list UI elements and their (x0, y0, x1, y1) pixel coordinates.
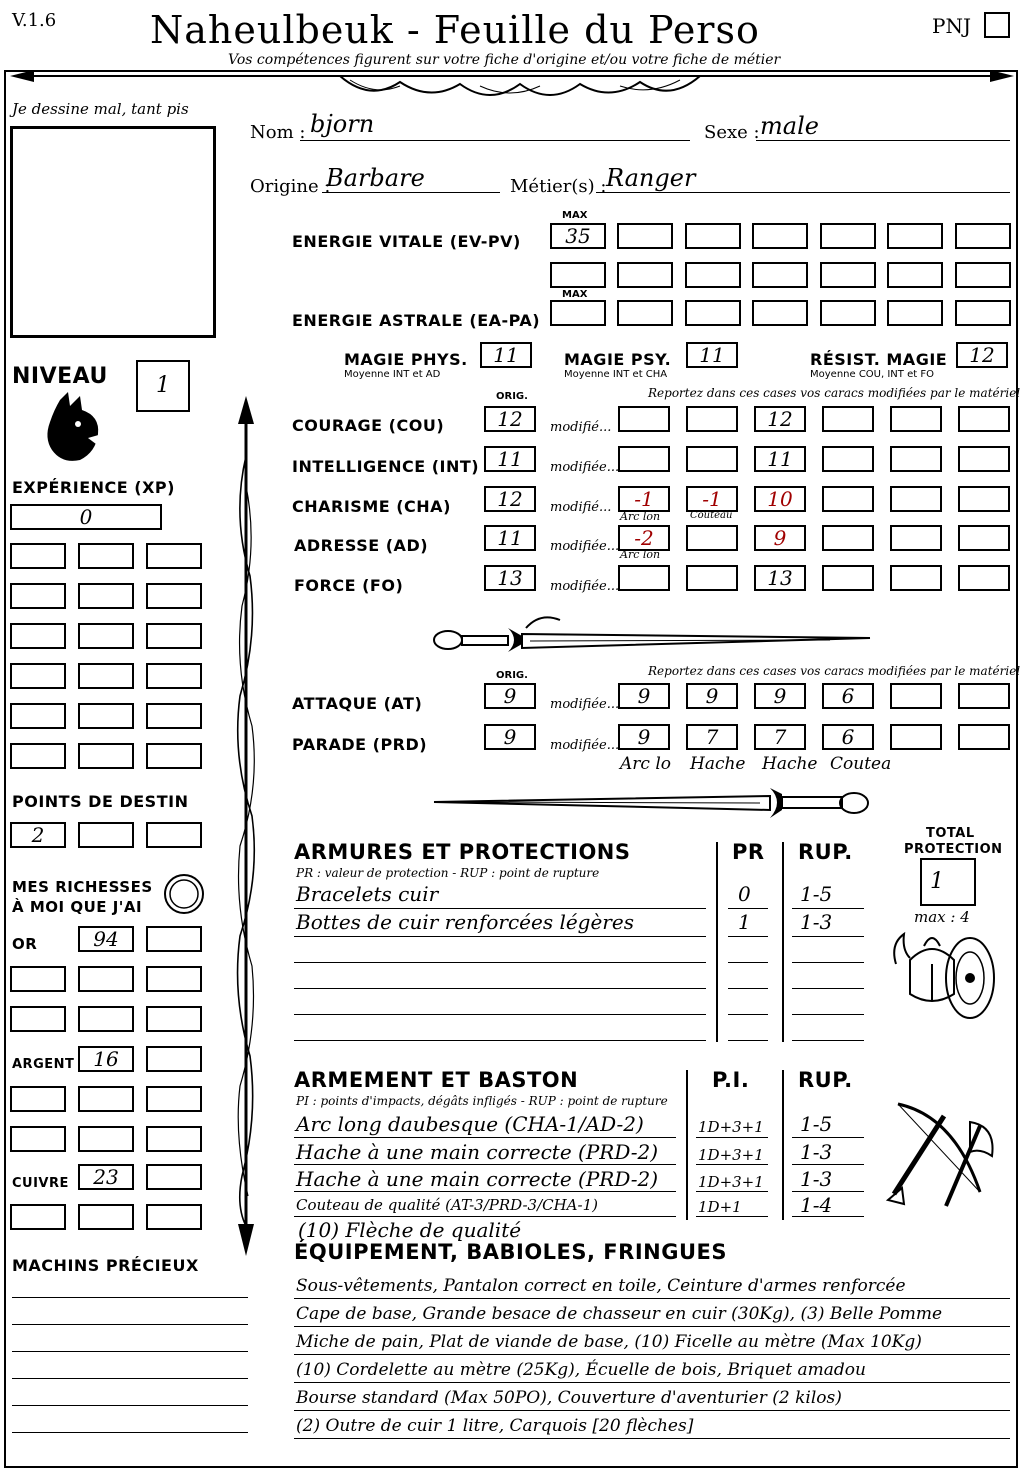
carac-mod-box[interactable] (890, 446, 942, 472)
armure-line (792, 962, 864, 963)
cuivre-label: CUIVRE (12, 1176, 69, 1191)
weapon-name[interactable]: Hache à une main correcte (PRD-2) (296, 1167, 659, 1191)
xp-cell[interactable] (10, 583, 66, 609)
ea-box[interactable] (752, 300, 808, 326)
carac-mod-box[interactable] (890, 486, 942, 512)
caracs-orig-label: ORIG. (496, 391, 528, 402)
combat-orig-box[interactable]: 9 (484, 683, 536, 709)
combat-mod-box[interactable] (890, 724, 942, 750)
xp-box[interactable]: 0 (10, 504, 162, 530)
ev-box[interactable] (955, 223, 1011, 249)
armure-line (294, 988, 706, 989)
combat-mod-box[interactable] (958, 724, 1010, 750)
armement-divider (782, 1070, 784, 1220)
carac-orig-box[interactable]: 11 (484, 446, 536, 472)
carac-orig-box[interactable]: 11 (484, 525, 536, 551)
ev-max-box[interactable]: 35 (550, 223, 606, 249)
carac-mod-box[interactable]: 13 (754, 565, 806, 591)
carac-mod-box[interactable] (822, 565, 874, 591)
armure-line (728, 936, 768, 937)
armure-rup[interactable]: 1-5 (800, 882, 833, 906)
carac-mod-box[interactable] (686, 446, 738, 472)
equipement-line[interactable]: Sous-vêtements, Pantalon correct en toile, Ceinture d'armes renforcée (296, 1276, 906, 1296)
combat-mod-box[interactable]: 6 (822, 724, 874, 750)
xp-cell[interactable] (146, 543, 202, 569)
combat-label: PARADE (PRD) (292, 735, 428, 754)
xp-cell[interactable] (146, 663, 202, 689)
sexe-label: Sexe : (704, 122, 760, 143)
origine-underline (322, 192, 500, 193)
or-cell[interactable] (78, 1006, 134, 1032)
ea-max-label: MAX (562, 289, 588, 300)
ea-box[interactable] (685, 300, 741, 326)
total-protection-box[interactable]: 1 (920, 858, 976, 906)
dragon-icon (40, 390, 108, 466)
cuivre-cell[interactable] (78, 1204, 134, 1230)
carac-mod-box[interactable]: -2 (618, 525, 670, 551)
carac-label: COURAGE (COU) (292, 416, 445, 435)
weapons-icon (884, 1096, 1000, 1214)
argent-cell[interactable] (10, 1086, 66, 1112)
richesses-label-1: MES RICHESSES (12, 878, 153, 896)
origine-value[interactable]: Barbare (326, 164, 425, 192)
equipement-line[interactable]: (2) Outre de cuir 1 litre, Carquois [20 flèches] (296, 1416, 694, 1436)
argent-cell[interactable] (78, 1126, 134, 1152)
equipement-title: ÉQUIPEMENT, BABIOLES, FRINGUES (294, 1240, 727, 1264)
armures-divider (716, 842, 718, 1042)
carac-label: INTELLIGENCE (INT) (292, 457, 480, 476)
argent-label: ARGENT (12, 1057, 75, 1072)
combat-orig-label: ORIG. (496, 670, 528, 681)
combat-mod-box[interactable]: 9 (754, 683, 806, 709)
argent-cell[interactable] (146, 1126, 202, 1152)
weapon-line (696, 1137, 768, 1138)
armement-note: PI : points d'impacts, dégâts infligés - RUP : point de rupture (296, 1094, 668, 1108)
carac-mod-note: Arc lon (620, 548, 661, 561)
xp-cell[interactable] (78, 623, 134, 649)
xp-cell[interactable] (78, 583, 134, 609)
weapon-name[interactable]: Arc long daubesque (CHA-1/AD-2) (296, 1112, 644, 1136)
carac-modifie-label: modifié... (550, 420, 612, 435)
weapon-line (696, 1191, 768, 1192)
destin-box[interactable] (146, 822, 202, 848)
xp-cell[interactable] (10, 663, 66, 689)
armure-line (792, 908, 864, 909)
ev-box[interactable] (820, 262, 876, 288)
armure-pr[interactable]: 1 (738, 910, 751, 934)
or-cell[interactable] (146, 966, 202, 992)
weapon-line (294, 1137, 676, 1138)
sword-icon (430, 610, 880, 656)
carac-mod-box[interactable] (618, 565, 670, 591)
equipement-rule (294, 1382, 1010, 1383)
carac-mod-box[interactable] (822, 406, 874, 432)
weapon-pi[interactable]: 1D+3+1 (698, 1118, 764, 1136)
weapon-line (792, 1137, 864, 1138)
combat-weapon-label: Arc lo (620, 754, 671, 774)
ev-box[interactable] (955, 262, 1011, 288)
armure-line (728, 1040, 768, 1041)
niveau-box[interactable]: 1 (136, 360, 190, 412)
resist-magie-note: Moyenne COU, INT et FO (810, 369, 934, 380)
carac-modifie-label: modifiée... (550, 460, 620, 475)
combat-weapon-label: Hache (690, 754, 746, 774)
armures-rup-label: RUP. (798, 840, 853, 864)
argent-cell[interactable] (78, 1086, 134, 1112)
carac-label: CHARISME (CHA) (292, 497, 451, 516)
armement-pi-label: P.I. (712, 1068, 750, 1092)
machins-line (12, 1351, 248, 1352)
weapon-line (294, 1191, 676, 1192)
weapon-rup[interactable]: 1-4 (800, 1193, 833, 1217)
xp-cell[interactable] (146, 743, 202, 769)
combat-report-note: Reportez dans ces cases vos caracs modifiées par le matériel (648, 664, 1021, 678)
xp-cell[interactable] (10, 543, 66, 569)
xp-cell[interactable] (10, 703, 66, 729)
weapon-pi[interactable]: 1D+3+1 (698, 1146, 764, 1164)
combat-mod-box[interactable]: 9 (618, 683, 670, 709)
magie-phys-box[interactable]: 11 (480, 342, 532, 368)
machins-label: MACHINS PRÉCIEUX (12, 1256, 199, 1275)
argent-cell[interactable] (146, 1086, 202, 1112)
metier-label: Métier(s) : (510, 176, 607, 197)
destin-box[interactable] (78, 822, 134, 848)
carac-label: ADRESSE (AD) (294, 536, 429, 555)
niveau-label: NIVEAU (12, 364, 108, 389)
sheet-title: Naheulbeuk - Feuille du Perso (150, 8, 760, 52)
armure-line (792, 936, 864, 937)
armure-line (294, 1014, 706, 1015)
weapon-rup[interactable]: 1-3 (800, 1167, 833, 1191)
combat-mod-box[interactable] (958, 683, 1010, 709)
weapon-name[interactable]: Couteau de qualité (AT-3/PRD-3/CHA-1) (296, 1196, 598, 1214)
armement-divider (686, 1070, 688, 1220)
cuivre-cell[interactable] (146, 1204, 202, 1230)
armures-pr-label: PR (732, 840, 765, 864)
xp-cell[interactable] (146, 623, 202, 649)
weapon-pi[interactable]: 1D+3+1 (698, 1173, 764, 1191)
armure-line (294, 908, 706, 909)
total-protection-max: max : 4 (914, 908, 970, 926)
carac-mod-box[interactable] (958, 565, 1010, 591)
carac-mod-box[interactable] (686, 525, 738, 551)
equipement-line[interactable]: Cape de base, Grande besace de chasseur en cuir (30Kg), (3) Belle Pomme (296, 1304, 943, 1324)
ea-box[interactable] (617, 300, 673, 326)
equipement-rule (294, 1438, 1010, 1439)
weapon-name[interactable]: Hache à une main correcte (PRD-2) (296, 1140, 659, 1164)
weapon-line (792, 1216, 864, 1217)
carac-mod-box[interactable] (958, 406, 1010, 432)
caracs-report-note: Reportez dans ces cases vos caracs modifiées par le matériel (648, 386, 1021, 400)
equipement-line[interactable]: Bourse standard (Max 50PO), Couverture d'aventurier (2 kilos) (296, 1388, 842, 1408)
or-cell[interactable] (146, 1006, 202, 1032)
or-box[interactable]: 94 (78, 926, 134, 952)
carac-label: FORCE (FO) (294, 576, 404, 595)
armement-title: ARMEMENT ET BASTON (294, 1068, 579, 1092)
ev-box[interactable] (685, 262, 741, 288)
carac-orig-box[interactable]: 12 (484, 486, 536, 512)
magie-psy-note: Moyenne INT et CHA (564, 369, 668, 380)
or-cell[interactable] (10, 1006, 66, 1032)
machins-line (12, 1297, 248, 1298)
armure-rup[interactable]: 1-3 (800, 910, 833, 934)
carac-mod-box[interactable] (890, 406, 942, 432)
weapon-line (792, 1191, 864, 1192)
carac-mod-box[interactable]: -1 (618, 486, 670, 512)
combat-modifie-label: modifiée... (550, 738, 620, 753)
magie-phys-note: Moyenne INT et AD (344, 369, 441, 380)
weapon-rup[interactable]: 1-5 (800, 1112, 833, 1136)
sexe-underline (756, 140, 1010, 141)
armure-line (294, 936, 706, 937)
ev-box[interactable] (617, 262, 673, 288)
ev-box[interactable] (752, 262, 808, 288)
sheet-subtitle: Vos compétences figurent sur votre fiche d'origine et/ou votre fiche de métier (228, 52, 781, 68)
ea-box[interactable] (887, 300, 943, 326)
weapon-extra[interactable]: (10) Flèche de qualité (298, 1218, 522, 1242)
carac-mod-box[interactable] (822, 486, 874, 512)
argent-cell[interactable] (146, 1046, 202, 1072)
version-label: V.1.6 (12, 10, 57, 31)
ev-max-label: MAX (562, 210, 588, 221)
argent-box[interactable]: 16 (78, 1046, 134, 1072)
equipement-rule (294, 1326, 1010, 1327)
armure-line (728, 1014, 768, 1015)
total-protection-label-1: TOTAL (926, 826, 975, 841)
armure-name[interactable]: Bottes de cuir renforcées légères (296, 910, 634, 934)
equipement-rule (294, 1354, 1010, 1355)
carac-mod-box[interactable]: 12 (754, 406, 806, 432)
armure-line (294, 962, 706, 963)
or-cell[interactable] (10, 966, 66, 992)
equipement-line[interactable]: Miche de pain, Plat de viande de base, (10) Ficelle au mètre (Max 10Kg) (296, 1332, 922, 1352)
machins-line (12, 1378, 248, 1379)
carac-mod-box[interactable] (958, 525, 1010, 551)
pnj-checkbox[interactable] (984, 12, 1010, 38)
origine-label: Origine : (250, 176, 331, 197)
destin-box[interactable]: 2 (10, 822, 66, 848)
armure-name[interactable]: Bracelets cuir (296, 882, 439, 906)
machins-line (12, 1405, 248, 1406)
weapon-line (792, 1164, 864, 1165)
xp-cell[interactable] (78, 663, 134, 689)
carac-mod-box[interactable] (890, 525, 942, 551)
armure-line (728, 908, 768, 909)
armures-note: PR : valeur de protection - RUP : point de rupture (296, 866, 600, 880)
carac-mod-box[interactable] (618, 406, 670, 432)
ea-box[interactable] (955, 300, 1011, 326)
combat-mod-box[interactable]: 7 (754, 724, 806, 750)
ev-box[interactable] (685, 223, 741, 249)
machins-line (12, 1324, 248, 1325)
xp-cell[interactable] (10, 743, 66, 769)
equipement-rule (294, 1298, 1010, 1299)
weapon-pi[interactable]: 1D+1 (698, 1198, 742, 1216)
argent-cell[interactable] (10, 1126, 66, 1152)
xp-cell[interactable] (78, 703, 134, 729)
sword-icon (430, 782, 872, 824)
xp-label: EXPÉRIENCE (XP) (12, 478, 175, 497)
carac-orig-box[interactable]: 13 (484, 565, 536, 591)
machins-line (12, 1432, 248, 1433)
carac-mod-box[interactable] (618, 446, 670, 472)
nom-underline (300, 140, 690, 141)
destin-label: POINTS DE DESTIN (12, 792, 189, 811)
vertical-spear-icon (228, 396, 264, 1256)
combat-mod-box[interactable]: 7 (686, 724, 738, 750)
combat-weapon-label: Coutea (830, 754, 892, 774)
combat-mod-box[interactable]: 9 (686, 683, 738, 709)
ev-box[interactable] (887, 262, 943, 288)
combat-mod-box[interactable] (890, 683, 942, 709)
portrait-box[interactable] (10, 126, 216, 338)
xp-cell[interactable] (78, 743, 134, 769)
pnj-label: PNJ (932, 14, 971, 38)
carac-mod-box[interactable] (958, 486, 1010, 512)
ea-max-box[interactable] (550, 300, 606, 326)
combat-mod-box[interactable]: 9 (618, 724, 670, 750)
ev-box[interactable] (550, 262, 606, 288)
or-cell[interactable] (78, 966, 134, 992)
ea-box[interactable] (820, 300, 876, 326)
armure-line (792, 1014, 864, 1015)
carac-modifie-label: modifié... (550, 500, 612, 515)
xp-cell[interactable] (146, 703, 202, 729)
ev-box[interactable] (820, 223, 876, 249)
armure-line (792, 988, 864, 989)
xp-cell[interactable] (10, 623, 66, 649)
carac-mod-box[interactable] (686, 565, 738, 591)
armure-line (792, 1040, 864, 1041)
weapon-line (696, 1164, 768, 1165)
combat-mod-box[interactable]: 6 (822, 683, 874, 709)
ev-box[interactable] (617, 223, 673, 249)
armure-pr[interactable]: 0 (738, 882, 751, 906)
ev-label: ENERGIE VITALE (EV-PV) (292, 232, 521, 251)
carac-mod-note: Arc lon (620, 510, 661, 523)
metier-value[interactable]: Ranger (606, 164, 696, 192)
carac-modifie-label: modifiée... (550, 539, 620, 554)
armure-line (294, 1040, 706, 1041)
carac-mod-box[interactable] (890, 565, 942, 591)
armure-line (728, 962, 768, 963)
carac-modifie-label: modifiée... (550, 579, 620, 594)
metier-underline (596, 192, 1010, 193)
magie-psy-label: MAGIE PSY. (564, 350, 672, 369)
weapon-line (696, 1216, 768, 1217)
armures-title: ARMURES ET PROTECTIONS (294, 840, 631, 864)
xp-cell[interactable] (146, 583, 202, 609)
cuivre-cell[interactable] (10, 1204, 66, 1230)
ev-box[interactable] (752, 223, 808, 249)
richesses-label-2: À MOI QUE J'AI (12, 898, 143, 916)
carac-mod-box[interactable] (958, 446, 1010, 472)
carac-mod-box[interactable]: 10 (754, 486, 806, 512)
carac-orig-box[interactable]: 12 (484, 406, 536, 432)
carac-mod-box[interactable]: -1 (686, 486, 738, 512)
equipement-rule (294, 1410, 1010, 1411)
combat-modifie-label: modifiée... (550, 697, 620, 712)
or-label: OR (12, 935, 38, 953)
carac-mod-box[interactable] (822, 525, 874, 551)
weapon-line (294, 1164, 676, 1165)
magie-psy-box[interactable]: 11 (686, 342, 738, 368)
weapon-line (294, 1216, 676, 1217)
carac-mod-note: Couteau (690, 510, 733, 521)
carac-mod-box[interactable]: 9 (754, 525, 806, 551)
combat-orig-box[interactable]: 9 (484, 724, 536, 750)
coin-icon (162, 872, 206, 916)
cuivre-cell[interactable] (146, 1164, 202, 1190)
combat-weapon-label: Hache (762, 754, 818, 774)
armures-divider (782, 842, 784, 1042)
ea-label: ENERGIE ASTRALE (EA-PA) (292, 311, 541, 330)
carac-mod-box[interactable]: 11 (754, 446, 806, 472)
resist-magie-label: RÉSIST. MAGIE (810, 350, 948, 369)
carac-mod-box[interactable] (822, 446, 874, 472)
carac-mod-box[interactable] (686, 406, 738, 432)
weapon-rup[interactable]: 1-3 (800, 1140, 833, 1164)
equipement-line[interactable]: (10) Cordelette au mètre (25Kg), Écuelle de bois, Briquet amadou (296, 1360, 866, 1380)
xp-cell[interactable] (78, 543, 134, 569)
ev-box[interactable] (887, 223, 943, 249)
total-protection-label-2: PROTECTION (904, 842, 1003, 857)
or-cell[interactable] (146, 926, 202, 952)
combat-label: ATTAQUE (AT) (292, 694, 423, 713)
nom-value[interactable]: bjorn (310, 110, 375, 138)
sexe-value[interactable]: male (760, 112, 819, 140)
armure-line (728, 988, 768, 989)
resist-magie-box[interactable]: 12 (956, 342, 1008, 368)
nom-label: Nom : (250, 122, 306, 143)
portrait-caption: Je dessine mal, tant pis (12, 100, 189, 118)
armement-rup-label: RUP. (798, 1068, 853, 1092)
cuivre-box[interactable]: 23 (78, 1164, 134, 1190)
helmet-shield-icon (888, 930, 998, 1024)
magie-phys-label: MAGIE PHYS. (344, 350, 468, 369)
